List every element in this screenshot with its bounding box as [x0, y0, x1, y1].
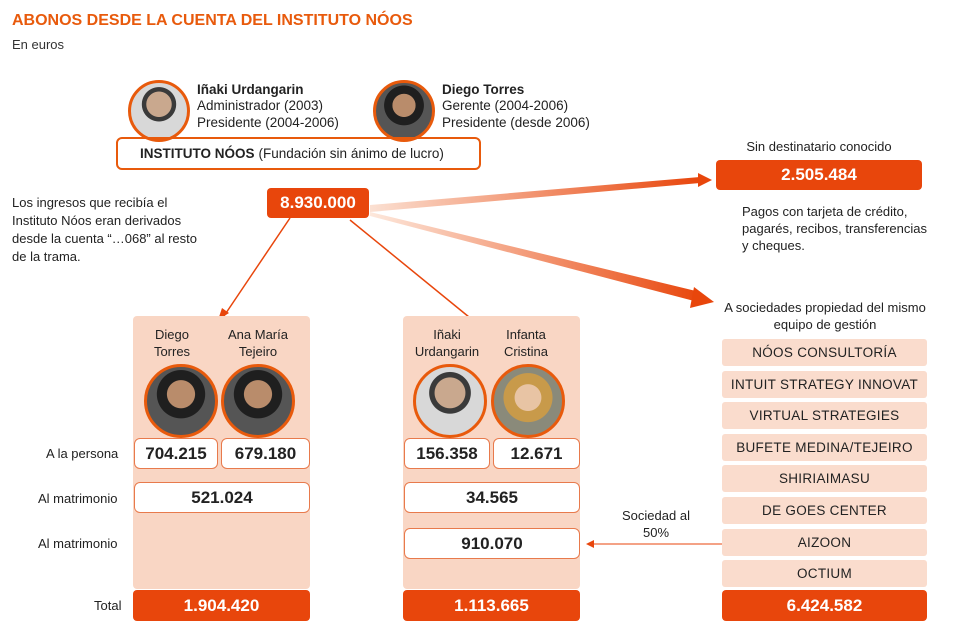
- urdangarin-name: Iñaki Urdangarin: [197, 82, 304, 97]
- left-person2-value: 679.180: [221, 438, 310, 469]
- urdangarin-info: [197, 82, 339, 131]
- left-name1: Diego Torres: [153, 327, 191, 359]
- page-subtitle: En euros: [12, 37, 65, 52]
- urdangarin-role2: Presidente (2004-2006): [197, 115, 339, 130]
- mid-person1-value: 156.358: [404, 438, 490, 469]
- arrow-to-unknown-head: [698, 173, 712, 187]
- mid-name2: Infanta Cristina: [503, 327, 549, 359]
- row-label-person: A la persona: [46, 446, 119, 461]
- urdangarin-photo: [128, 80, 190, 142]
- societies-total: 6.424.582: [722, 590, 927, 621]
- mid-marriage2-value: 910.070: [404, 528, 580, 559]
- company-item: SHIRIAIMASU: [722, 465, 927, 492]
- mid-total: 1.113.665: [403, 590, 580, 621]
- company-item: DE GOES CENTER: [722, 497, 927, 524]
- company-item: OCTIUM: [722, 560, 927, 587]
- unknown-note: Pagos con tarjeta de crédito, pagarés, recibos, transferencias y cheques.: [742, 204, 927, 253]
- institute-name: INSTITUTO NÓOS: [140, 146, 255, 161]
- torres-role2: Presidente (desde 2006): [442, 115, 590, 130]
- left-person1-value: 704.215: [134, 438, 218, 469]
- row-label-marriage1: Al matrimonio: [38, 491, 118, 506]
- torres-role1: Gerente (2004-2006): [442, 98, 569, 113]
- institute-box: [116, 137, 481, 170]
- arrow-to-societies-head: [690, 287, 714, 308]
- company-item: BUFETE MEDINA/TEJEIRO: [722, 434, 927, 461]
- unknown-value: 2.505.484: [716, 160, 922, 190]
- torres-photo: [373, 80, 435, 142]
- mid-name1: Iñaki Urdangarin: [414, 327, 480, 359]
- arrow-to-left-column: [224, 218, 290, 316]
- page-title: ABONOS DESDE LA CUENTA DEL INSTITUTO NÓOS: [12, 12, 413, 29]
- cristina-photo: [491, 364, 565, 438]
- torres-info: [442, 82, 590, 131]
- torres-name: Diego Torres: [442, 82, 525, 97]
- left-name2: Ana María Tejeiro: [228, 327, 288, 359]
- row-label-total: Total: [94, 598, 122, 613]
- institute-description: (Fundación sin ánimo de lucro): [258, 146, 444, 161]
- torres-column-photo: [144, 364, 218, 438]
- mid-person2-value: 12.671: [493, 438, 580, 469]
- company-item: VIRTUAL STRATEGIES: [722, 402, 927, 429]
- left-total: 1.904.420: [133, 590, 310, 621]
- arrow-to-societies: [370, 212, 700, 302]
- arrow-to-unknown: [370, 177, 700, 212]
- share-note: Sociedad al 50%: [622, 508, 690, 540]
- left-marriage-value: 521.024: [134, 482, 310, 513]
- intro-text: Los ingresos que recibía el Instituto Nóos eran derivados desde la cuenta “…068” al resto de la trama.: [12, 195, 197, 264]
- tejeiro-photo: [221, 364, 295, 438]
- societies-header: A sociedades propiedad del mismo equipo de gestión: [724, 300, 926, 332]
- unknown-label: Sin destinatario conocido: [746, 139, 892, 154]
- source-total: 8.930.000: [267, 188, 369, 218]
- row-label-marriage2: Al matrimonio: [38, 536, 118, 551]
- company-item: AIZOON: [722, 529, 927, 556]
- mid-marriage-value: 34.565: [404, 482, 580, 513]
- urdangarin-column-photo: [413, 364, 487, 438]
- company-item: INTUIT STRATEGY INNOVAT: [722, 371, 927, 398]
- urdangarin-role1: Administrador (2003): [197, 98, 324, 113]
- company-item: NÓOS CONSULTORÍA: [722, 339, 927, 366]
